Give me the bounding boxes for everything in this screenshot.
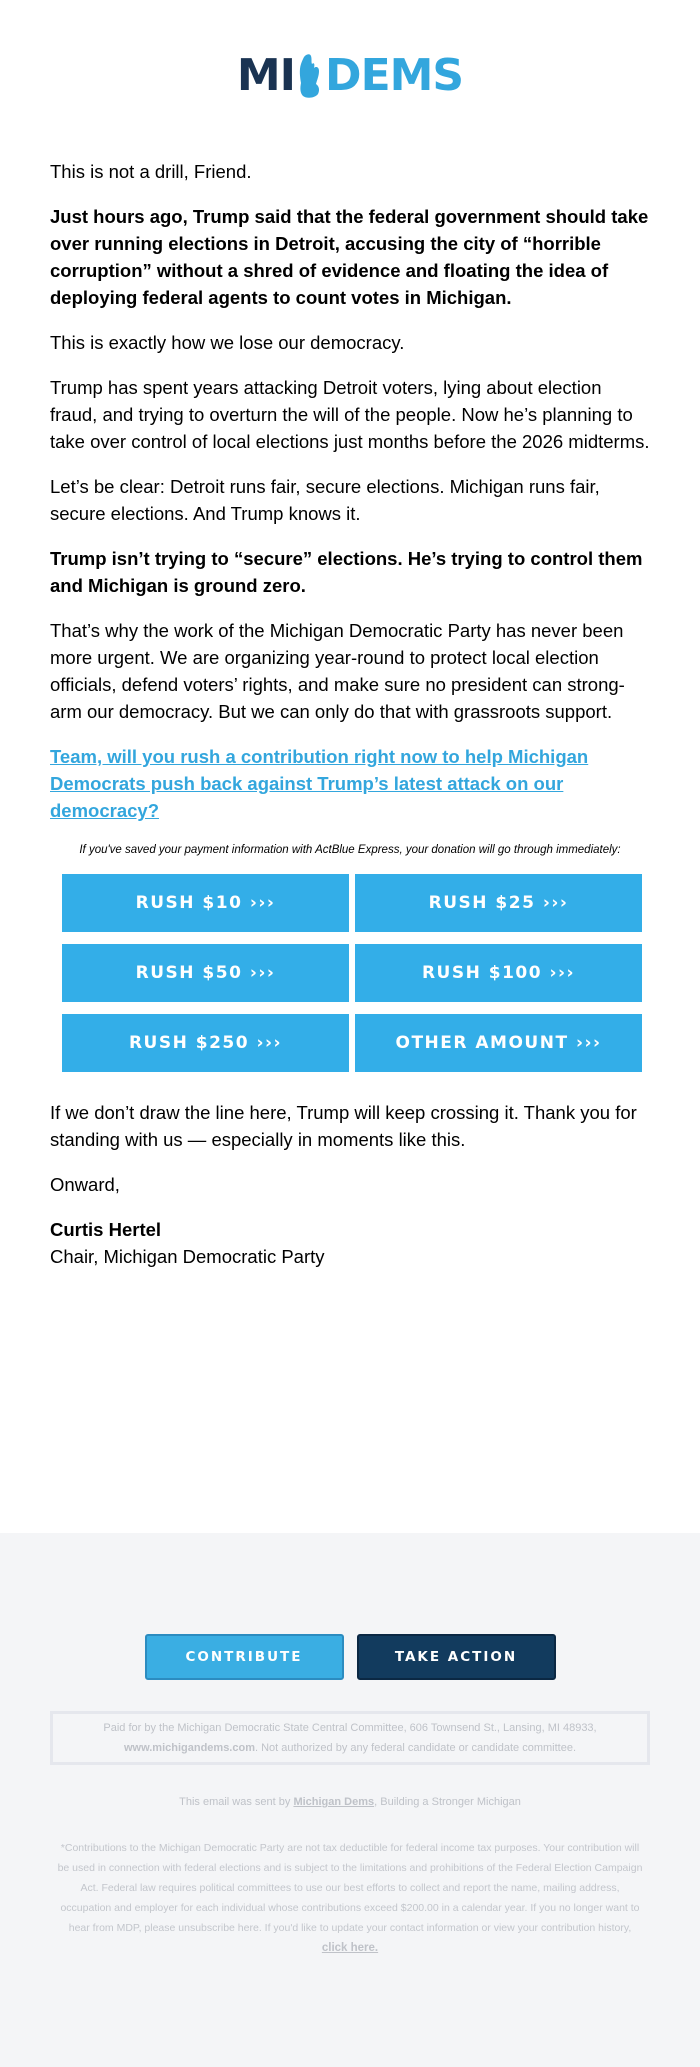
paid-for-disclaimer-box bbox=[50, 1711, 650, 1765]
greeting: This is not a drill, Friend. bbox=[50, 161, 252, 182]
signature-name: Curtis Hertel bbox=[50, 1219, 162, 1240]
email-footer bbox=[0, 1533, 700, 2067]
control-bold-paragraph: Trump isn’t trying to “secure” elections. He’s trying to control them and Michigan is ground zero. bbox=[50, 548, 643, 596]
logo-mi-text: MI bbox=[236, 50, 296, 101]
donate-other-amount-button[interactable]: OTHER AMOUNT ››› bbox=[355, 1014, 642, 1072]
urgent-paragraph: That’s why the work of the Michigan Democratic Party has never been more urgent. We are organizing year-round to protect local election officials, defend voters’ rights, and make sure no president can strong-arm our democracy. But we can only do that with grassroots support. bbox=[50, 620, 625, 722]
take-action-button[interactable]: TAKE ACTION bbox=[357, 1634, 556, 1680]
sent-suffix: , Building a Stronger Michigan bbox=[374, 1796, 521, 1808]
contribution-link[interactable]: Team, will you rush a contribution right now to help Michigan Democrats push back against Trump’s latest attack on our democracy? bbox=[50, 746, 589, 821]
actblue-express-note: If you've saved your payment information with ActBlue Express, your donation will go through immediately: bbox=[79, 844, 621, 856]
donate-button-grid bbox=[62, 874, 642, 1072]
donate-25-button[interactable]: RUSH $25 ››› bbox=[355, 874, 642, 932]
michigan-dems-link[interactable]: Michigan Dems bbox=[293, 1796, 375, 1808]
signature bbox=[50, 1216, 650, 1270]
donate-10-button[interactable]: RUSH $10 ››› bbox=[62, 874, 349, 932]
logo-dems-text: DEMS bbox=[325, 50, 464, 101]
mi-dems-logo[interactable] bbox=[0, 46, 700, 106]
paid-for-text: Paid for by the Michigan Democratic State Central Committee, 606 Townsend St., Lansing, MI 48933, bbox=[103, 1722, 597, 1734]
sent-by-line bbox=[0, 1796, 700, 1808]
line-paragraph: If we don’t draw the line here, Trump will keep crossing it. Thank you for standing with us — especially in moments like this. bbox=[50, 1102, 637, 1150]
paid-for-line2 bbox=[124, 1738, 576, 1758]
signature-title: Chair, Michigan Democratic Party bbox=[50, 1246, 325, 1267]
paid-for-site: www.michigandems.com bbox=[123, 1742, 255, 1754]
clear-paragraph: Let’s be clear: Detroit runs fair, secure elections. Michigan runs fair, secure elections. And Trump knows it. bbox=[50, 476, 600, 524]
footer-buttons bbox=[0, 1634, 700, 1680]
sent-prefix: This email was sent by bbox=[179, 1796, 294, 1808]
contribution-disclaimer bbox=[55, 1838, 645, 1958]
donate-250-button[interactable]: RUSH $250 ››› bbox=[62, 1014, 349, 1072]
onward-paragraph: Onward, bbox=[50, 1174, 120, 1195]
donate-100-button[interactable]: RUSH $100 ››› bbox=[355, 944, 642, 1002]
disclaimer-text: *Contributions to the Michigan Democratic Party are not tax deductible for federal income tax purposes. Your contribution will be used in connection with federal elections and is subject to the limitations and prohibitions of the Federal Election Campaign Act. Federal law requires political committees to use our best efforts to collect and report the name, mailing address, occupation and employer for each individual whose contributions exceed $200.00 in a calendar year. If you no longer want to hear from MDP, please unsubscribe here. If you'd like to update your contact information or view your contribution history, bbox=[57, 1842, 643, 1934]
democracy-paragraph: This is exactly how we lose our democracy. bbox=[50, 332, 405, 353]
click-here-link[interactable]: click here. bbox=[321, 1942, 379, 1954]
email-content bbox=[50, 158, 650, 1270]
paid-for-tail: . Not authorized by any federal candidate or candidate committee. bbox=[254, 1742, 577, 1754]
michigan-mitten-icon bbox=[295, 53, 325, 99]
intro-bold-paragraph: Just hours ago, Trump said that the federal government should take over running elections in Detroit, accusing the city of “horrible corruption” without a shred of evidence and floating the idea of deploying federal agents to count votes in Michigan. bbox=[50, 206, 649, 308]
contribute-button[interactable]: CONTRIBUTE bbox=[145, 1634, 344, 1680]
attacking-paragraph: Trump has spent years attacking Detroit voters, lying about election fraud, and trying to overturn the will of the people. Now he’s planning to take over control of local elections just months before the 2026 midterms. bbox=[50, 377, 650, 452]
donate-50-button[interactable]: RUSH $50 ››› bbox=[62, 944, 349, 1002]
